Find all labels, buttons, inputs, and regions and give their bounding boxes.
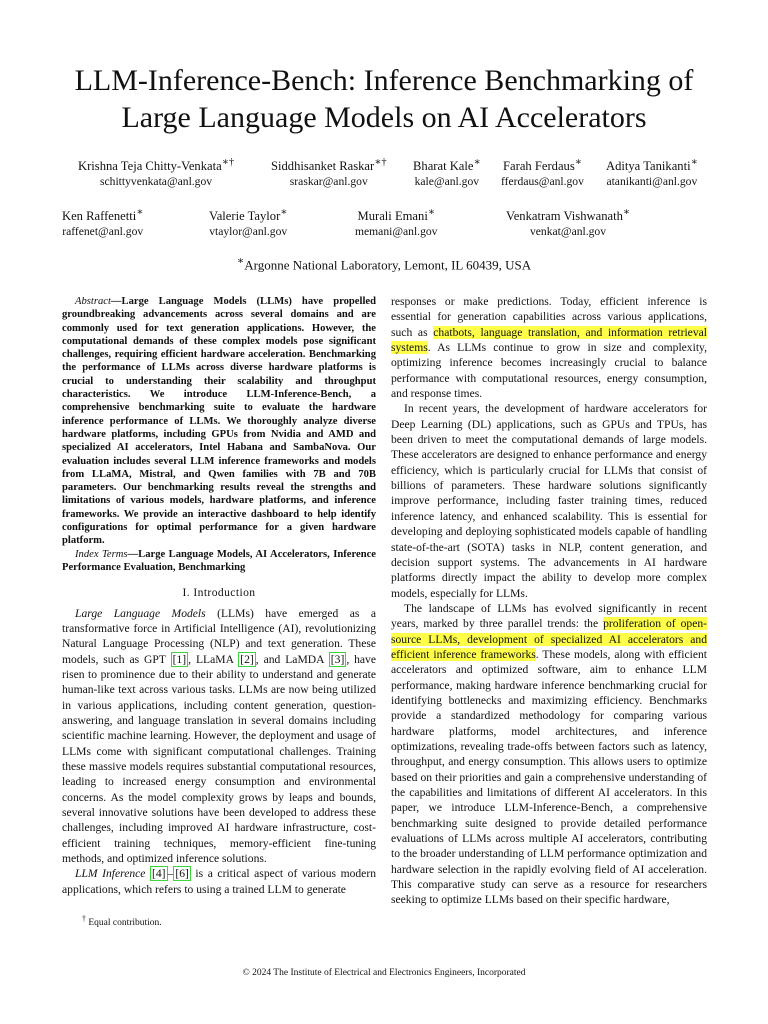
abstract-label: Abstract <box>75 296 111 307</box>
citation-link[interactable]: [2] <box>240 652 254 666</box>
index-terms-text: —Large Language Models, AI Accelerators, Inference Performance Evaluation, Benchmarking <box>62 548 376 573</box>
index-terms <box>62 548 376 575</box>
author-marker: ∗ <box>136 207 144 218</box>
citation-dash: – <box>167 867 174 881</box>
author-email: schittyvenkata@anl.gov <box>99 175 213 189</box>
section-heading: I. Introduction <box>182 586 256 600</box>
author-marker: ∗ <box>427 207 435 218</box>
author-email: raffenet@anl.gov <box>62 225 144 239</box>
affiliation <box>0 254 768 273</box>
citation-link[interactable]: [6] <box>175 867 189 881</box>
body-paragraph <box>391 294 707 401</box>
intro-paragraph <box>62 606 376 867</box>
author-block <box>506 205 630 240</box>
body-text: . These models, along with efficient accelerators and optimized software, aim to enhance LLM performance, making hardware inference benchmarking crucial for identifying bottlenecks and maximizing efficiency. Benchmarks provide a standardized methodology for comparing various hardware platforms, model architectures, and inference optimizations, revealing trade-offs between factors such as latency, throughput, and energy consumption. This allows users to optimize based on their priorities and gain a comprehensive understanding of the capabilities and limitations of different AI accelerators. In this paper, we introduce LLM-Inference-Bench, a comprehensive benchmarking suite designed to provide detailed performance evaluations of LLMs across multiple AI accelerators, contributing to the broader understanding of LLM performance optimization and hardware selection in the rapidly evolving field of AI acceleration. This comparative study can serve as a resource for researchers seeking to optimize LLMs based on their specific hardware, <box>391 647 707 907</box>
author-block <box>78 155 234 190</box>
author-block <box>606 155 698 190</box>
highlighted-text: chatbots, language translation, and information retrieval systems <box>391 325 707 355</box>
author-marker: ∗ <box>690 157 698 168</box>
author-block <box>62 205 143 240</box>
left-column <box>62 295 376 897</box>
author-marker: ∗ <box>622 207 631 218</box>
right-column <box>391 294 707 908</box>
author-block <box>501 155 584 190</box>
footnote-marker: † <box>82 914 86 923</box>
footnote-text: Equal contribution. <box>85 918 162 929</box>
intro-lead: LLM Inference <box>75 867 146 881</box>
author-name: Farah Ferdaus <box>503 159 575 174</box>
paper-title: LLM-Inference-Bench: Inference Benchmarking of Large Language Models on AI Accelerators <box>74 64 694 134</box>
author-marker: ∗† <box>221 157 235 168</box>
intro-text: , and LaMDA <box>255 652 329 666</box>
body-text: responses or make predictions. Today, efficient inference is essential for generation capabilities across various applications, such as <box>391 295 707 339</box>
citation-link[interactable]: [3] <box>330 652 345 666</box>
author-email: fferdaus@anl.gov <box>501 175 584 189</box>
author-marker: ∗† <box>374 157 387 168</box>
intro-text: , have risen to prominence due to their ability to understand and generate human-like text across various tasks. LLMs are now being utilized in various applications, including content generation, question-answering, and language translation in several domains including scientific machine learning. However, the deployment and usage of LLMs come with significant computational challenges. Training these massive models requires substantial computational resources, leading to increased energy consumption and environmental concerns. As the model complexity grows by leaps and bounds, several innovative solutions have been developed to address these challenges, including improved AI hardware infrastructure, cost-efficient training techniques, memory-efficient fine-tuning methods, and optimized inference solutions. <box>62 652 377 866</box>
author-name: Bharat Kale <box>413 159 474 174</box>
affiliation-text: Argonne National Laboratory, Lemont, IL 60439, USA <box>244 257 532 273</box>
author-email: sraskar@anl.gov <box>289 175 368 189</box>
intro-text: (LLMs) have emerged as a transformative force in Artificial Intelligence (AI), revolutionizing Natural Language Processing (NLP) and text generation. These models, such as GPT <box>62 606 376 666</box>
copyright-notice: © 2024 The Institute of Electrical and Electronics Engineers, Incorporated <box>242 968 526 978</box>
abstract <box>62 295 376 548</box>
author-name: Valerie Taylor <box>209 209 281 224</box>
citation-link[interactable]: [1] <box>172 652 187 666</box>
author-name: Ken Raffenetti <box>62 209 137 224</box>
author-marker: ∗ <box>574 157 582 168</box>
body-paragraph <box>391 601 707 908</box>
author-marker: ∗ <box>280 207 288 218</box>
author-email: kale@anl.gov <box>414 175 480 189</box>
affiliation-marker: ∗ <box>236 255 245 267</box>
author-name: Krishna Teja Chitty-Venkata <box>78 159 222 174</box>
author-block <box>355 205 437 240</box>
author-name: Siddhisanket Raskar <box>271 159 375 174</box>
author-name: Aditya Tanikanti <box>606 159 691 174</box>
abstract-text: —Large Language Models (LLMs) have propelled groundbreaking advancements across several domains and are commonly used for text generation applications. However, the computational demands of these complex models pose significant challenges, requiring efficient hardware acceleration. Benchmarking the performance of LLMs across diverse hardware platforms is crucial to understanding their scalability and throughput characteristics. We introduce LLM-Inference-Bench, a comprehensive benchmarking suite to evaluate the hardware inference performance of LLMs. We thoroughly analyze diverse hardware platforms, including GPUs from Nvidia and AMD and specialized AI accelerators, Intel Habana and SambaNova. Our evaluation includes several LLM inference frameworks and models from LLaMA, Mistral, and Qwen families with 7B and 70B parameters. Our benchmarking results reveal the strengths and limitations of various models, hardware platforms, and inference frameworks. We provide an interactive dashboard to help identify configurations for optimal performance for a given hardware platform. <box>62 296 376 547</box>
author-email: memani@anl.gov <box>355 225 438 239</box>
author-name: Murali Emani <box>357 209 428 224</box>
author-email: atanikanti@anl.gov <box>606 175 698 189</box>
body-text: . As LLMs continue to grow in size and complexity, optimizing inference becomes increasingly crucial to balance performance with computational resources, energy consumption, and response times. <box>391 341 707 401</box>
highlighted-text: proliferation of open-source LLMs, development of specialized AI accelerators and efficient inference frameworks <box>391 617 707 661</box>
author-block <box>271 155 387 190</box>
author-email: venkat@anl.gov <box>529 225 607 239</box>
intro-paragraph <box>62 866 376 897</box>
intro-text: , LLaMA <box>188 652 239 666</box>
author-block <box>209 205 287 240</box>
intro-lead: Large Language Models <box>75 606 206 620</box>
footnote <box>82 914 162 928</box>
intro-text: is a critical aspect of various modern applications, which refers to using a trained LLM to generate <box>62 867 376 896</box>
body-text: The landscape of LLMs has evolved significantly in recent years, marked by three parallel trends: the <box>391 601 707 631</box>
author-name: Venkatram Vishwanath <box>506 209 623 224</box>
citation-link[interactable]: [4] <box>152 867 166 881</box>
author-email: vtaylor@anl.gov <box>209 225 288 239</box>
body-paragraph: In recent years, the development of hardware accelerators for Deep Learning (DL) applications, such as GPUs and TPUs, has been driven to meet the computational demands of large models. These accelerators are designed to enhance performance and energy efficiency, which is particularly crucial for LLMs that consist of billions of parameters. These hardware solutions significantly improve performance, including faster training times, reduced inference latency, and enhanced scalability. This is essential for developing and deploying sophisticated models capable of handling state-of-the-art (SOTA) tasks in NLP, content generation, and decision support systems. The advancements in AI hardware platforms directly impact the ability to develop more complex models, especially for LLMs. <box>391 402 707 600</box>
author-block <box>413 155 481 190</box>
index-terms-label: Index Terms <box>75 548 128 560</box>
author-marker: ∗ <box>473 157 481 168</box>
